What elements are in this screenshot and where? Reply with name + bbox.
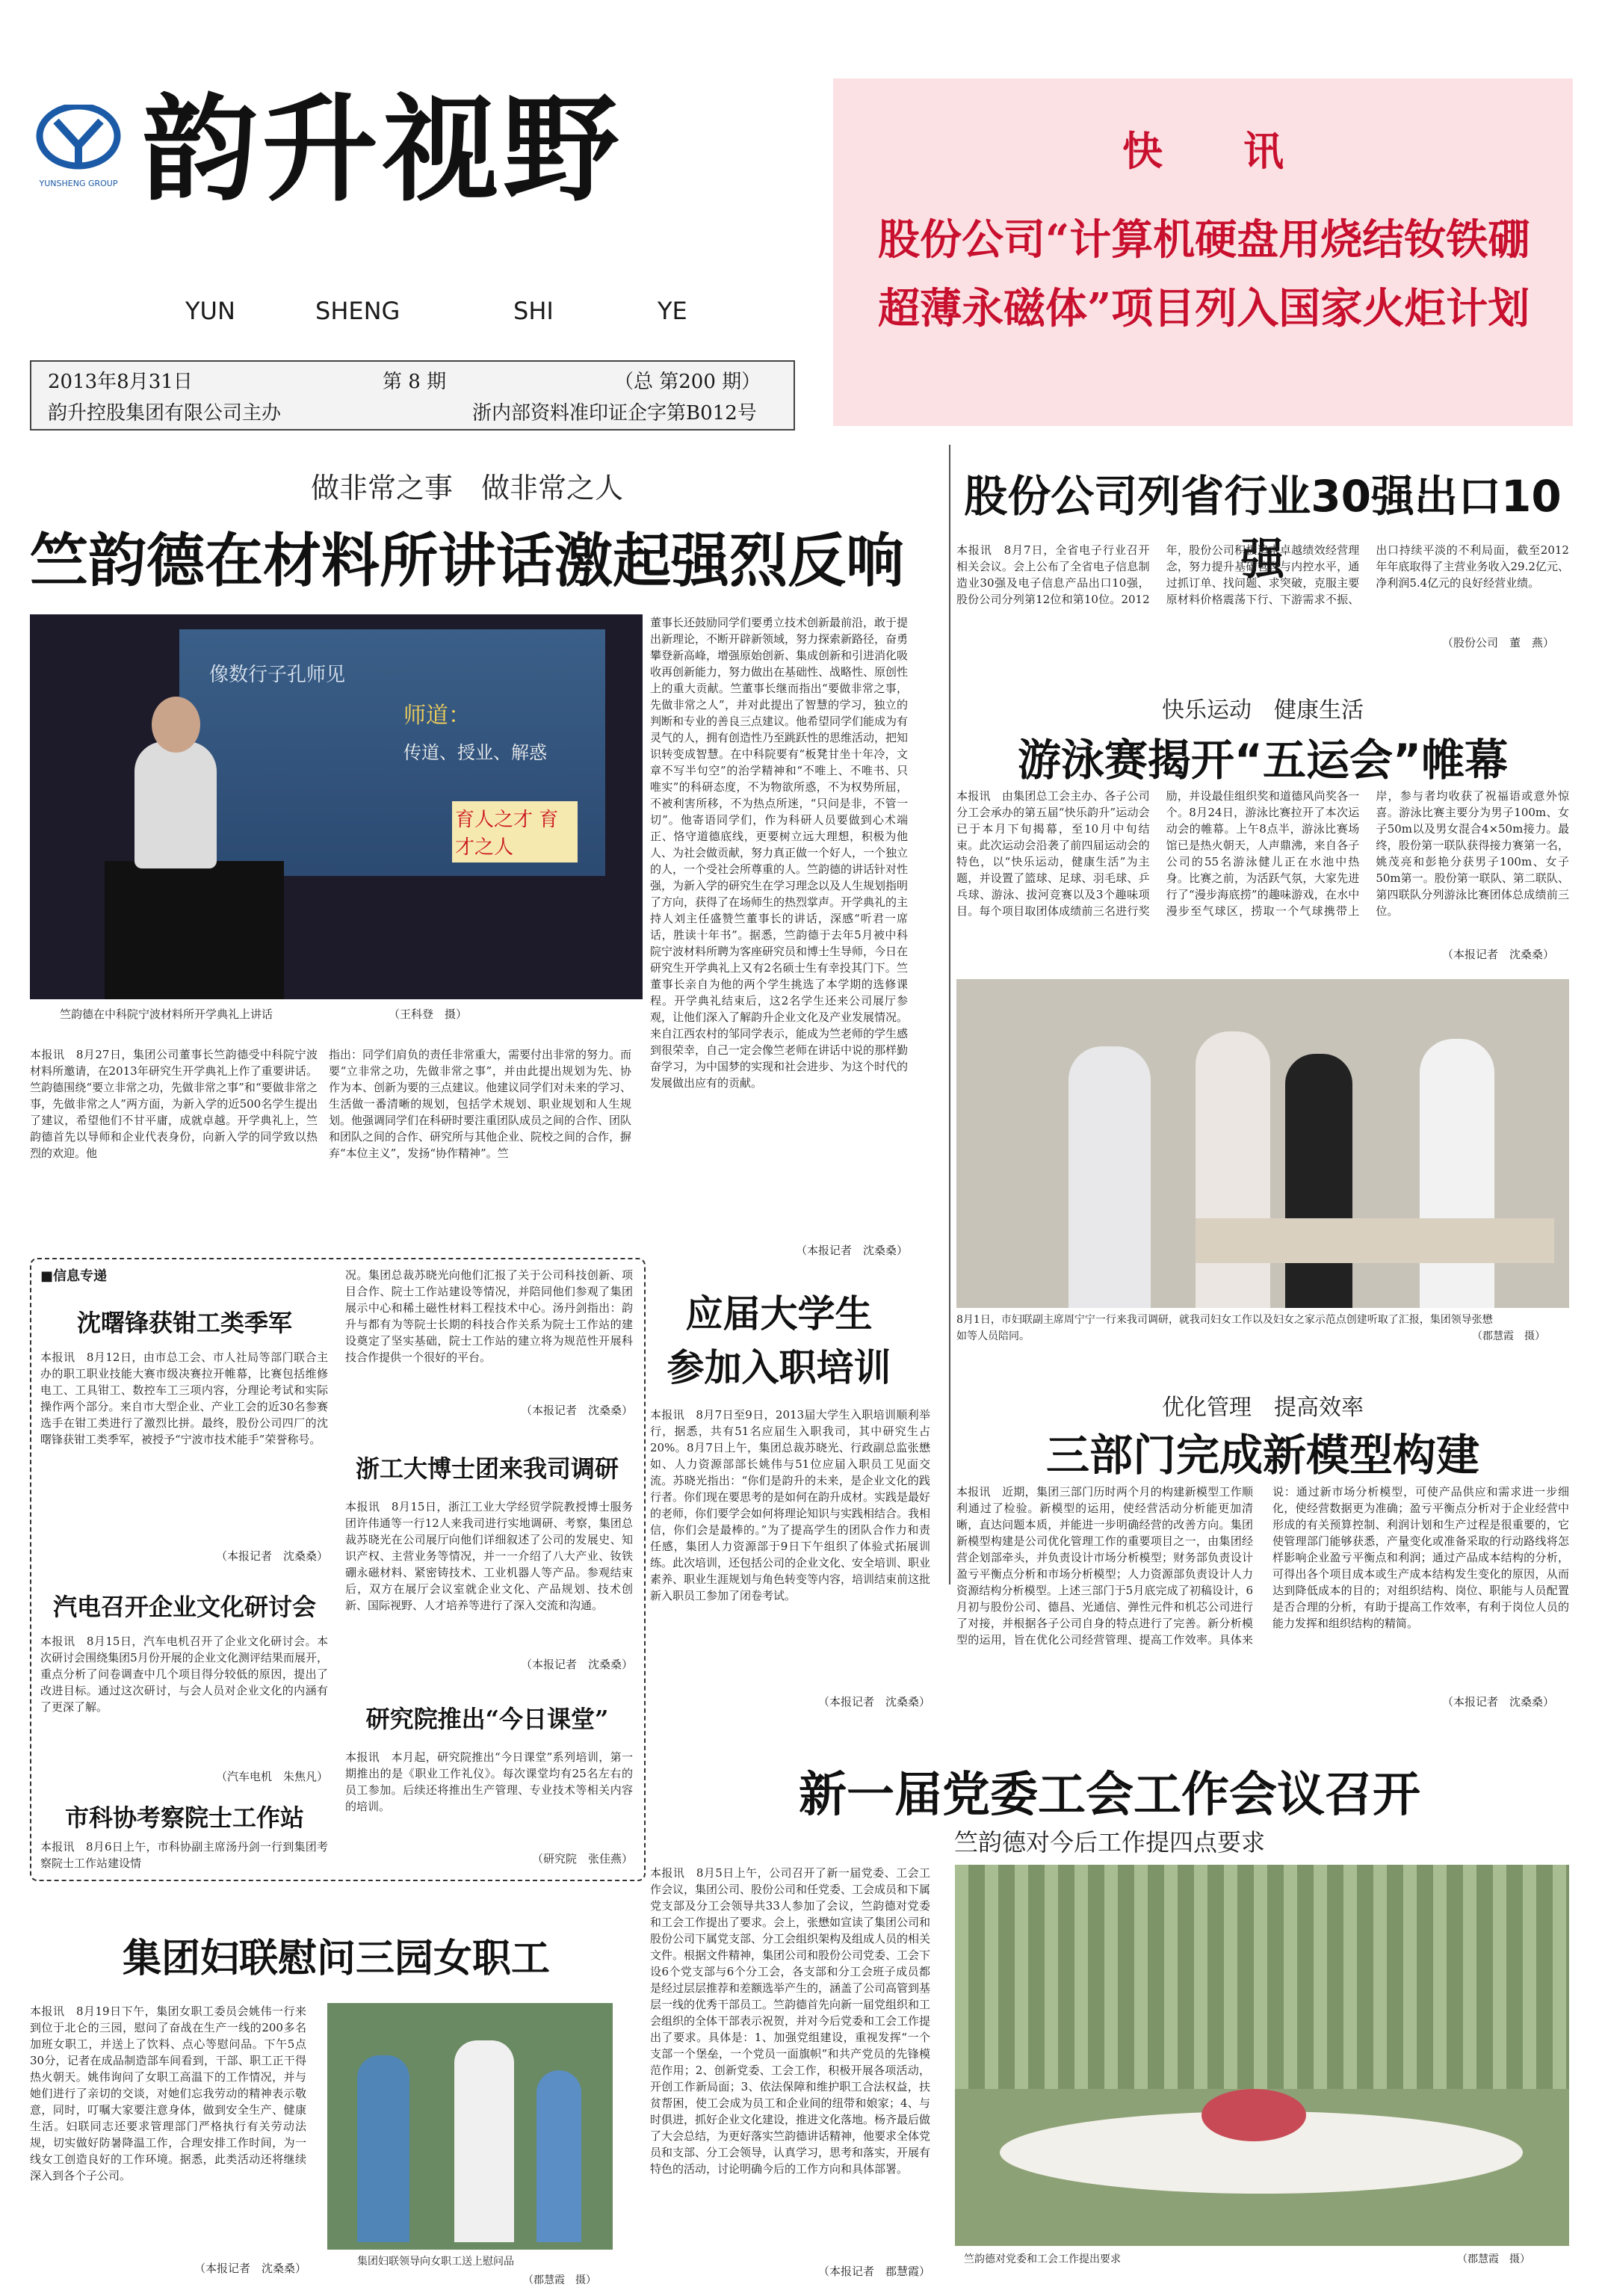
screen-title: 像数行子孔师见 (209, 664, 346, 686)
lead-text-col3: 董事长还鼓励同学们要勇立技术创新最前沿，敢于提出新理论，不断开辟新领域，努力探索新路径，奋勇攀登新高峰，增强原始创新、集成创新和引进消化吸收再创新能力，努力做出在基础性、战略性、原创性上的重大贡献。竺董事长继而指出“要做非常之事，先做非常之人”，并对此提出了智慧的学习，独立的判断和专业的善良三点建议。他希望同学们能成为有灵气的人，拥有创造性乃至跳跃性的思维活动，把知识转变成智慧。在中科院要有“板凳甘坐十年冷，文章不写半句空”的治学精神和“不唯上、不唯书、只唯实”的科研态度，不为物欲所惑，不为权势所屈，不被利害所移，不为热点所迷，“只问是非，不管一切”。他寄语同学们，作为科研人员要做到心术端正、恪守道德底线，更要树立远大理想，积极为他人、为社会做贡献，努力真正做一个好人，一个独立的人，一个受社会所尊重的人。竺韵德的讲话针对性强，为新入学的研究生在学习理念以及人生规划指明了方向，获得了在场师生的热烈掌声。开学典礼的主持人刘主任盛赞竺董事长的讲话，深感“听君一席话，胜读十年书”。据悉，竺韵德于去年5月被中科院宁波材料所聘为客座研究员和博士生导师，今日在研究生开学典礼上又有2名硕士生有幸投其门下。竺董事长亲自为他的两个学生挑选了本学期的选修课程。开学典礼结束后，这2名学生还来公司展厅参观，让他们深入了解韵升企业文化及产业发展情况。来自江西农村的邹同学表示，能成为竺老师的学生感到很荣幸，自己一定会像竺老师在讲话中说的那样勤奋学习，为中国梦的实现和社会进步、为这个时代的发展做出应有的贡献。 (650, 616, 908, 1090)
meeting-photo-credit: （郡慧霞 摄） (1457, 2253, 1530, 2265)
divider-export-top (949, 445, 950, 1584)
person (1285, 1054, 1352, 1308)
news-title-5: 浙工大博士团来我司调研 (355, 1454, 619, 1483)
news-title-2: 汽电召开企业文化研讨会 (52, 1593, 316, 1621)
visit-caption: 8月1日，市妇联副主席周宁宁一行来我司调研，就我司妇女工作以及妇女之家示范点创建听取了汇报，集团领导张懋如等人员陪同。 (956, 1314, 1493, 1342)
logo (30, 105, 127, 187)
speaker (134, 741, 217, 868)
model-kicker: 优化管理 提高效率 (1162, 1395, 1364, 1421)
news-title-6: 研究院推出“今日课堂” (365, 1705, 609, 1733)
news-section-label: ■信息专递 (40, 1268, 108, 1284)
news-credit-2: （汽车电机 朱焦凡） (215, 1770, 328, 1783)
women-photo (327, 2003, 613, 2250)
women-caption: 集团妇联领导向女职工送上慰问品 (357, 2256, 514, 2268)
pinyin-2: SHENG (315, 297, 400, 325)
news-text-6: 本报讯 本月起，研究院推出“今日课堂”系列培训，第一期推出的是《职业工作礼仪》。每次课堂均有25名左右的员工参加。后续还将推出生产管理、专业技术等相关内容的培训。 (345, 1750, 633, 1813)
issue-total: （总 第200 期） (614, 371, 761, 393)
women-credit: （本报记者 沈桑桑） (194, 2262, 306, 2275)
logo-text: YUNSHENG GROUP (39, 179, 118, 188)
visit-photo (956, 979, 1569, 1308)
news-text-4: 况。集团总裁苏晓光向他们汇报了关于公司科技创新、项目合作、院士工作站建设等情况，并陪同他们参观了集团展示中心和稀土磁性材料工程技术中心。汤丹剑指出：韵升与都有为等院士长期的科技合作关系为院士工作站的建设奠定了坚实基础，院士工作站的建立将为规范性开展科技合作提供一个很好的平台。 (345, 1268, 633, 1364)
issue-sponsor: 韵升控股集团有限公司主办 (48, 402, 282, 425)
news-box (30, 1258, 646, 1881)
swim-kicker: 快乐运动 健康生活 (1162, 697, 1364, 723)
news-credit-5: （本报记者 沈桑桑） (520, 1658, 633, 1671)
worker (454, 2040, 514, 2242)
party-text: 本报讯 8月5日上午，公司召开了新一届党委、工会工作会议，集团公司、股份公司和任党委、工会成员和下属党支部及分工会领导共33人参加了会议，竺韵德对党委和工会工作提出了要求。会上，张懋如宣读了集团公司和股份公司下属党支部、分工会组织架构及组成人员的相关文件。根据文件精神，集团公司和股份公司党委、工会下设6个党支部与6个分工会，各支部和分工会班子成员都是经过层层推荐和差额选举产生的，涵盖了公司高管到基层一线的优秀干部员工。竺韵德首先向新一届党组织和工会组织的全体干部表示祝贺，并对今后党委和工会工作提出了要求。具体是：1、加强党组建设，重视发挥“一个支部一个堡垒，一个党员一面旗帜”和共产党员的先锋模范作用；2、创新党委、工会工作，积极开展各项活动，开创工作新局面；3、依法保障和维护职工合法权益，扶贫帮困，使工会成为员工和企业间的纽带和娘家；4、与时俱进，抓好企业文化建设，推进文化落地。杨齐最后做了大会总结，为更好落实竺韵德讲话精神，他要求全体党员和支部、分工会领导，认真学习，思考和落实，开展有特色的活动，讨论明确今后的工作方向和具体部署。 (650, 1866, 930, 2176)
news-text-1: 本报讯 8月12日，由市总工会、市人社局等部门联合主办的职工职业技能大赛市级决赛拉开帷幕，比赛包括维修电工、工具钳工、数控车工三项内容，分理论考试和实际操作两个部分。来自市大型企业、产业工会的近30名参赛选手在钳工类进行了激烈比拼。最终，股份公司四厂的沈曙锋获钳工类季军，被授予“宁波市技术能手”荣誉称号。 (40, 1351, 328, 1446)
lead-text-col2: 指出：同学们肩负的责任非常重大，需要付出非常的努力。而要“立非常之功，先做非常之事”，并由此提出规划为先、协作为本、创新为要的三点建议。他建议同学们对未来的学习、生活做一番清晰的规划，包括学术规划、职业规划和人生规划。他强调同学们在科研时要注重团队成员之间的合作、团队和团队之间的合作、研究所与其他企业、院校之间的合作，摒弃“本位主义”，发扬“协作精神”。竺 (329, 1048, 631, 1160)
news-text-3: 本报讯 8月6日上午，市科协副主席汤丹剑一行到集团考察院士工作站建设情 (40, 1840, 328, 1870)
news-title-3: 市科协考察院士工作站 (64, 1803, 304, 1832)
women-text: 本报讯 8月19日下午，集团女职工委员会姚伟一行来到位于北仑的三园，慰问了奋战在生产一线的200多名加班女职工，并送上了饮料、点心等慰问品。下午5点30分，记者在成品制造部车间看到，干部、职工正干得热火朝天。姚伟询问了女职工高温下的工作情况，并与她们进行了亲切的交谈，对她们忘我劳动的精神表示敬意，同时，叮嘱大家要注意身体，做到安全生产、健康生活。妇联同志还要求管理部门严格执行有关劳动法规，切实做好防暑降温工作，合理安排工作时间，为一线女工创造良好的工作环境。据悉，此类活动还将继续深入到各个子公司。 (30, 2005, 306, 2182)
news-credit-6: （研究院 张佳燕） (531, 1852, 633, 1866)
speaker-head (152, 697, 200, 753)
graduates-credit: （本报记者 沈桑桑） (817, 1695, 930, 1709)
pinyin-1: YUN (185, 297, 235, 325)
party-headline: 新一届党委工会工作会议召开 (799, 1768, 1420, 1823)
screen-line: 传道、授业、解惑 (403, 742, 547, 763)
women-headline: 集团妇联慰问三园女职工 (122, 1937, 550, 1981)
screen-subtitle: 师道： (403, 703, 471, 729)
person (1196, 1031, 1270, 1308)
lead-photo (30, 614, 643, 999)
person (1420, 1039, 1494, 1308)
party-subheadline: 竺韵德对今后工作提四点要求 (953, 1828, 1265, 1857)
flash-headline: 股份公司“计算机硬盘用烧结钕铁硼超薄永磁体”项目列入国家火炬计划 (878, 215, 1530, 333)
model-credit: （本报记者 沈桑桑） (1441, 1695, 1554, 1709)
lead-text-col1: 本报讯 8月27日，集团公司董事长竺韵德受中科院宁波材料所邀请，在2013年研究生开学典礼上作了重要讲话。竺韵德围绕“要立非常之功，先做非常之事”和“要做非常之事，先做非常之人”两方面，为新入学的近500名学生提出了建议，希望他们不甘平庸，成就卓越。开学典礼上，竺韵德首先以导师和企业代表身份，向新入学的同学致以热烈的欢迎。他 (30, 1048, 318, 1160)
pinyin-4: YE (658, 297, 687, 325)
screen-note: 育人之才 育才之人 (452, 801, 578, 862)
swim-credit: （本报记者 沈桑桑） (1441, 948, 1554, 961)
export-headline: 股份公司列省行业30强出口10强 (964, 471, 1562, 584)
meeting-caption: 竺韵德对党委和工会工作提出要求 (964, 2253, 1121, 2265)
news-text-2: 本报讯 8月15日，汽车电机召开了企业文化研讨会。本次研讨会围绕集团5月份开展的企业文化测评结果而展开，重点分析了问卷调查中几个项目得分较低的原因，提出了改进目标。通过这次研讨，与会人员对企业文化的内涵有了更深了解。 (40, 1635, 328, 1714)
podium (105, 861, 284, 999)
news-credit-4: （本报记者 沈桑桑） (520, 1404, 633, 1417)
news-title-1: 沈曙锋获钳工类季军 (76, 1309, 292, 1337)
lead-photo-credit: （王科登 摄） (389, 1007, 468, 1021)
person (1068, 1046, 1151, 1308)
lead-kicker: 做非常之事 做非常之人 (310, 472, 623, 504)
graduates-headline-1: 应届大学生 (685, 1292, 873, 1336)
news-text-5: 本报讯 8月15日，浙江工业大学经贸学院教授博士服务团许伟通等一行12人来我司进行实地调研、考察，集团总裁苏晓光在公司展厅向他们详细叙述了公司的发展史、知识产权、主营业务等情况，并一一介绍了八大产业、钕铁硼永磁材料、紧密铸技术、工业机器人等产品。参观结束后，双方在展厅会议室就企业文化、产品规划、技术创新、国际视野、人才培养等进行了深入交流和沟通。 (345, 1500, 633, 1612)
logo-mark-icon (30, 105, 127, 176)
news-credit-1: （本报记者 沈桑桑） (215, 1549, 328, 1563)
graduates-text: 本报讯 8月7日至9日，2013届大学生入职培训顺利举行，据悉，共有51名应届生入职我司，其中研究生占20%。8月7日上午，集团总裁苏晓光、行政副总监张懋如、人力资源部部长姚伟与51位应届入职员工见面交流。苏晓光指出：“你们是韵升的未来，是企业文化的践行者。你们现在要思考的是如何在韵升成材。实践是最好的老师，你们要学会如何将理论知识与实践相结合。我相信，你们会是最棒的。”为了提高学生的团队合作力和责任感，集团人力资源部于9日下午组织了体验式拓展训练。此次培训，还包括公司的企业文化、安全培训、职业素养、职业生涯规划与角色转变等内容，培训结束前这批新入职员工参加了闭卷考试。 (650, 1408, 930, 1602)
worker (536, 2070, 581, 2242)
meeting-photo (955, 1865, 1569, 2246)
display-table (1196, 1218, 1554, 1263)
swim-text: 本报讯 由集团总工会主办、各子公司分工会承办的第五届“快乐韵升”运动会已于本月下旬揭幕，至10月中旬结束。此次运动会沿袭了前四届运动会的特色，以“快乐运动，健康生活”为主题，并设置了篮球、足球、羽毛球、乒乓球、游泳、拔河竞赛以及3个趣味项目。每个项目取团体成绩前三名进行奖励，并设最佳组织奖和道德风尚奖各一个。8月24日，游泳比赛拉开了本次运动会的帷幕。上午8点半，游泳比赛场馆已是热火朝天，人声鼎沸，来自各子公司的55名游泳健儿正在水池中热身。比赛之前，为活跃气氛，大家先进行了“漫步海底捞”的趣味游戏，在水中漫步至气球区，捞取一个气球携带上岸，参与者均收获了祝福语或意外惊喜。游泳比赛主要分为男子100m、女子50m以及男女混合4×50m接力。最终，股份第一联队获得接力赛第一名，姚茂亮和彭艳分获男子100m、女子50m第一。股份第一联队、第二联队、第四联队分列游泳比赛团体总成绩前三位。 (956, 789, 1569, 918)
party-credit: （本报记者 郡慧霞） (817, 2265, 930, 2278)
model-headline: 三部门完成新模型构建 (1045, 1430, 1479, 1481)
masthead-title: 韵升视野 (142, 81, 623, 217)
pinyin-3: SHI (513, 297, 554, 325)
issue-permit: 浙内部资料准印证企字第B012号 (472, 402, 757, 425)
flash-label: 快 讯 (1122, 127, 1284, 175)
lead-caption: 竺韵德在中科院宁波材料所开学典礼上讲话 (60, 1007, 273, 1021)
lead-headline: 竺韵德在材料所讲话激起强烈反响 (30, 528, 905, 595)
flower-arrangement (1202, 2089, 1306, 2141)
issue-info-box (30, 360, 795, 430)
swim-headline: 游泳赛揭开“五运会”帷幕 (1017, 735, 1509, 786)
issue-number: 第 8 期 (383, 371, 447, 393)
visit-photo-credit: （郡慧霞 摄） (1472, 1330, 1545, 1342)
worker (357, 2055, 409, 2242)
bamboo (955, 1865, 1569, 2089)
issue-date: 2013年8月31日 (48, 371, 193, 393)
graduates-headline-2: 参加入职培训 (667, 1346, 891, 1389)
women-photo-credit: （郡慧霞 摄） (523, 2274, 596, 2286)
export-text: 本报讯 8月7日，全省电子行业召开相关会议。会上公布了全省电子信息制造业30强及电子信息产品出口10强，股份公司分列第12位和第10位。2012年，股份公司积极追求卓越绩效经营理念，努力提升基础管理与内控水平，通过抓订单、找问题、求突破，克服主要原材料价格震荡下行、下游需求不振、出口持续平淡的不利局面，截至2012年年底取得了主营业务收入29.2亿元、净利润5.4亿元的良好经营业绩。 (956, 543, 1569, 606)
flash-box (833, 78, 1573, 426)
lead-credit: （本报记者 沈桑桑） (795, 1244, 908, 1257)
model-text: 本报讯 近期，集团三部门历时两个月的构建新模型工作顺利通过了检验。新模型的运用，使经营活动分析能更加清晰，直达问题本质，并能进一步明确经营的改善方向。集团新模型构建是公司优化管理工作的重要项目之一，由集团经营企划部牵头，并负责设计市场分析模型；财务部负责设计盈亏平衡点分析和市场分析模型；人力资源部负责设计人力资源结构分析模型。上述三部门于5月底完成了初稿设计，6月初与股份公司、德昌、光通信、弹性元件和机芯公司进行了对接，并根据各子公司自身的特点进行了完善。新分析模型的运用，旨在优化公司经营管理、提高工作效率。具体来说：通过新市场分析模型，可使产品供应和需求进一步细化，使经营数据更为准确；盈亏平衡点分析对于企业经营中形成的有关预算控制、利润计划和生产过程是很重要的，它使管理部门能够获悉，产量变化或准备采取的行动路线将怎样影响企业盈亏平衡点和利润；通过产品成本结构的分析，可得出各个项目成本或生产成本结构发生变化的原因，从而达到降低成本的目的；对组织结构、岗位、职能与人员配置是否合理的分析，有助于提高工作效率，有利于岗位人员的能力发挥和组织结构的精简。 (956, 1485, 1569, 1647)
export-credit: （股份公司 董 燕） (1441, 636, 1554, 649)
